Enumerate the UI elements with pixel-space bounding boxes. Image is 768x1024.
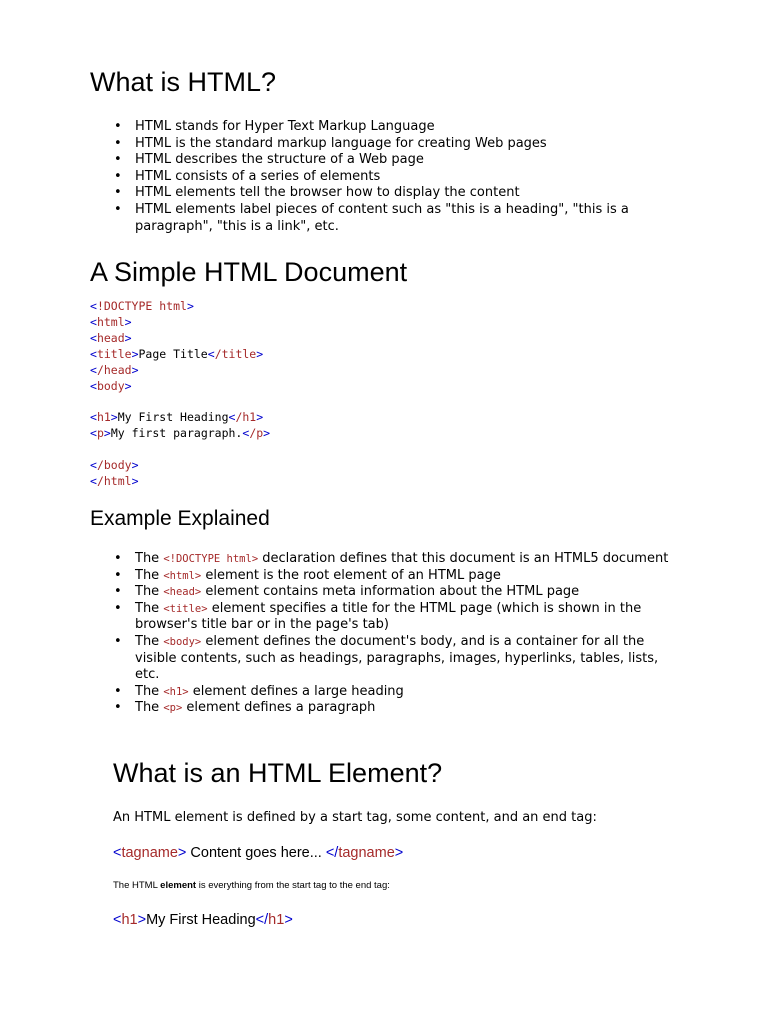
example-explained-list — [90, 551, 680, 717]
code-example: <!DOCTYPE html> <html> <head> <title>Page Title</title> </head> <body> <h1>My First Heading</h1> <p>My first paragraph.</p> </body> </html> — [90, 299, 271, 488]
list-item: • The <h1> element defines a large heading — [90, 684, 680, 701]
element-example-line: <h1>My First Heading</h1> — [113, 912, 293, 928]
list-item: • HTML is the standard markup language for creating Web pages — [90, 136, 690, 153]
list-item: • The <body> element defines the document's body, and is a container for all the visible contents, such as headings, paragraphs, images, hyperlinks, tables, lists, etc. — [90, 634, 680, 684]
list-item: • HTML describes the structure of a Web page — [90, 152, 690, 169]
list-item: • The <!DOCTYPE html> declaration defines that this document is an HTML5 document — [90, 551, 680, 568]
list-item: • The <title> element specifies a title for the HTML page (which is shown in the browser's title bar or in the page's tab) — [90, 601, 680, 634]
list-item: • HTML elements label pieces of content such as "this is a heading", "this is a paragraph", "this is a link", etc. — [90, 202, 690, 235]
element-intro-text: An HTML element is defined by a start tag, some content, and an end tag: — [113, 810, 597, 825]
heading-example-explained: Example Explained — [90, 507, 270, 530]
list-item: • The <html> element is the root element of an HTML page — [90, 568, 680, 585]
list-item: • HTML elements tell the browser how to display the content — [90, 185, 690, 202]
list-item: • The <p> element defines a paragraph — [90, 700, 680, 717]
element-syntax-line: <tagname> Content goes here... </tagname> — [113, 845, 404, 861]
list-item: • HTML consists of a series of elements — [90, 169, 690, 186]
list-item: • HTML stands for Hyper Text Markup Language — [90, 119, 690, 136]
heading-simple-document: A Simple HTML Document — [90, 257, 408, 287]
heading-what-is-element: What is an HTML Element? — [113, 758, 443, 788]
what-is-html-list — [90, 119, 690, 235]
heading-what-is-html: What is HTML? — [90, 67, 277, 97]
element-note-text: The HTML element is everything from the start tag to the end tag: — [113, 880, 390, 891]
list-item: • The <head> element contains meta information about the HTML page — [90, 584, 680, 601]
